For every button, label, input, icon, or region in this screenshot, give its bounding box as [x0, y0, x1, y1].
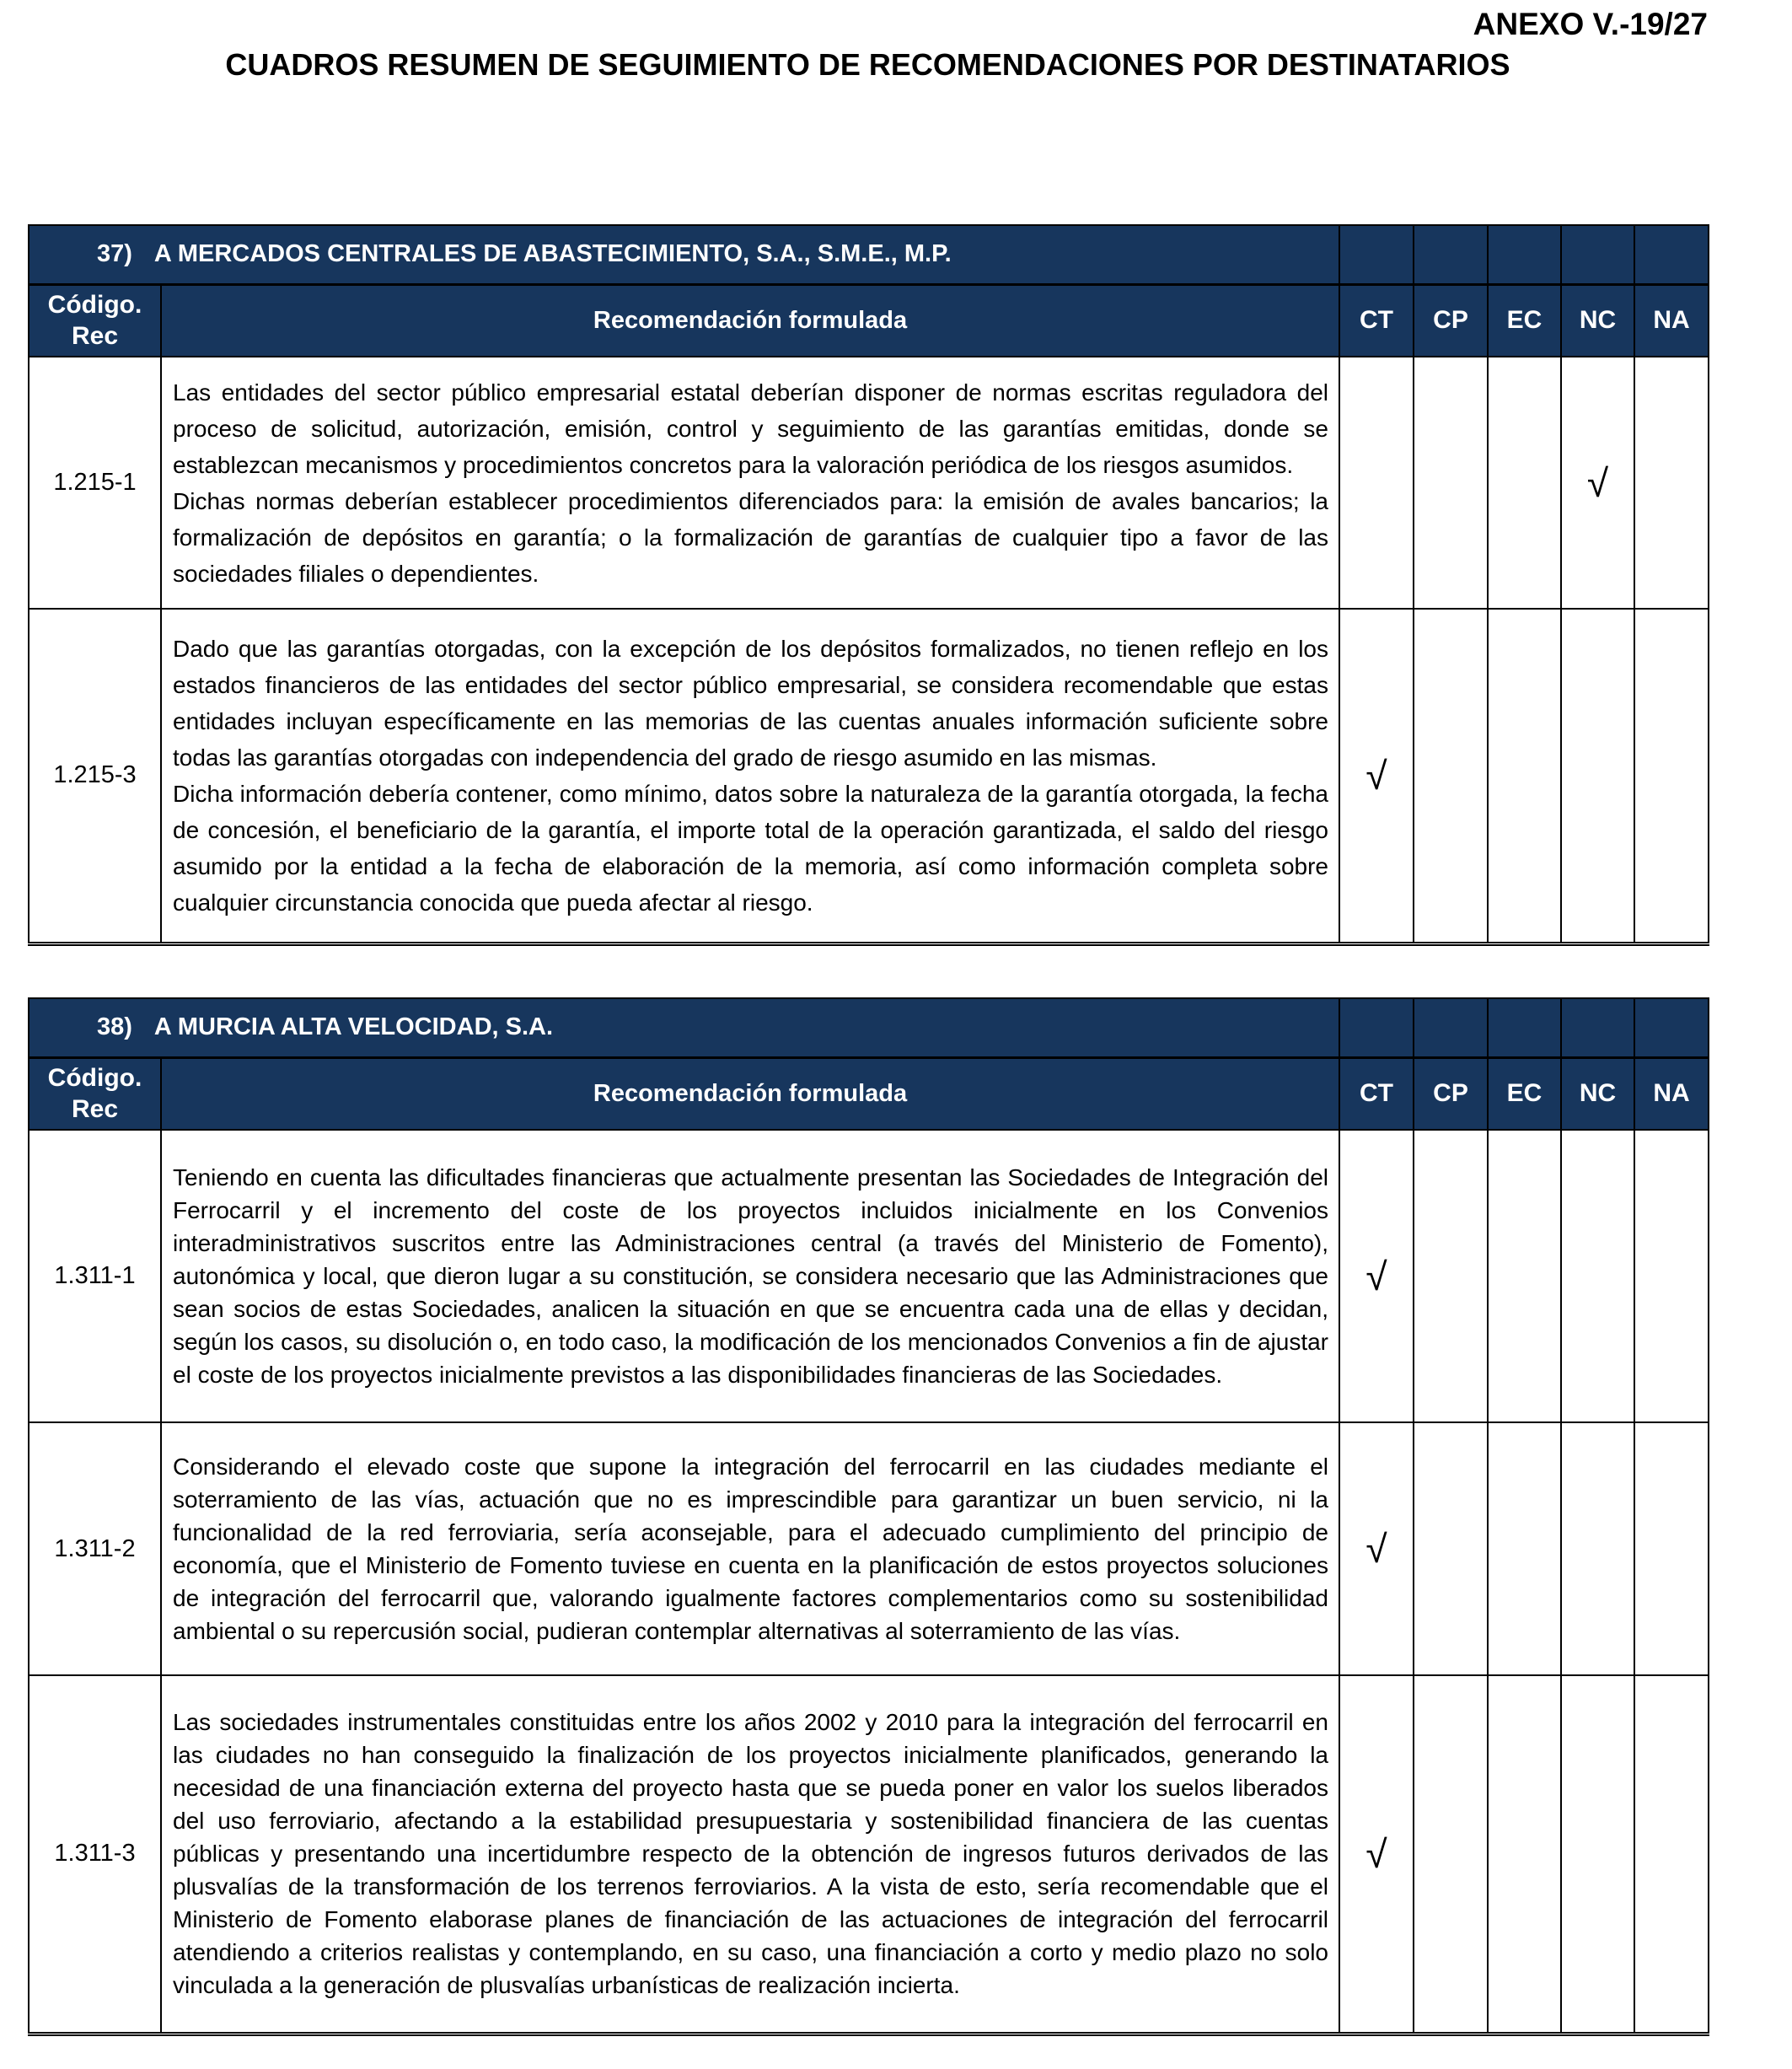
mark-cell-ct: √	[1339, 1422, 1414, 1675]
column-header-na: NA	[1634, 1057, 1709, 1130]
table-row	[29, 1422, 1709, 1675]
recommendation-code: 1.311-3	[29, 1675, 161, 2034]
column-header-nc: NC	[1561, 1057, 1634, 1130]
mark-cell-ct: √	[1339, 1130, 1414, 1422]
mark-cell-ec	[1488, 357, 1561, 609]
mark-cell-ct	[1339, 357, 1414, 609]
column-header-cp: CP	[1414, 1057, 1488, 1130]
band-spacer-cp	[1414, 225, 1488, 284]
mark-cell-cp	[1414, 609, 1488, 943]
column-header-ec: EC	[1488, 1057, 1561, 1130]
column-header-ec: EC	[1488, 284, 1561, 357]
column-header-recommendation: Recomendación formulada	[161, 284, 1339, 357]
mark-cell-nc: √	[1561, 357, 1634, 609]
recipient-name: A MERCADOS CENTRALES DE ABASTECIMIENTO, S.A., S.M.E., M.P.	[153, 240, 952, 268]
recommendation-paragraph: Dichas normas deberían establecer procedimientos diferenciados para: la emisión de avales bancarios; la formalización de depósitos en garantía; o la formalización de garantías de cualquier tipo a favor de las sociedades filiales o dependientes.	[173, 487, 1328, 587]
band-spacer-nc	[1561, 998, 1634, 1057]
table-row	[29, 357, 1709, 609]
column-header-nc: NC	[1561, 284, 1634, 357]
recommendation-code: 1.215-3	[29, 609, 161, 943]
mark-cell-nc	[1561, 609, 1634, 943]
mark-cell-ec	[1488, 609, 1561, 943]
band-spacer-cp	[1414, 998, 1488, 1057]
band-spacer-ec	[1488, 225, 1561, 284]
column-header-code: Código. Rec	[29, 1057, 161, 1130]
column-header-code: Código. Rec	[29, 284, 161, 357]
column-header-na: NA	[1634, 284, 1709, 357]
column-header-cp: CP	[1414, 284, 1488, 357]
column-header-row	[29, 1057, 1709, 1130]
column-header-row	[29, 284, 1709, 357]
band-spacer-nc	[1561, 225, 1634, 284]
recommendation-paragraph: Dado que las garantías otorgadas, con la excepción de los depósitos formalizados, no tienen reflejo en los estados financieros de las entidades del sector público empresarial, se considera recomendable que estas entidades incluyan específicamente en las memorias de las cuentas anuales información suficiente sobre todas las garantías otorgadas con independencia del grado de riesgo asumido en las mismas.	[173, 635, 1328, 771]
table-row	[29, 1130, 1709, 1422]
mark-cell-na	[1634, 1130, 1709, 1422]
recipient-number: 38)	[97, 1013, 132, 1041]
recommendation-code: 1.215-1	[29, 357, 161, 609]
band-spacer-ec	[1488, 998, 1561, 1057]
mark-cell-ec	[1488, 1675, 1561, 2034]
recipient-name: A MURCIA ALTA VELOCIDAD, S.A.	[153, 1013, 554, 1041]
recommendation-code: 1.311-1	[29, 1130, 161, 1422]
recommendation-code: 1.311-2	[29, 1422, 161, 1675]
mark-cell-na	[1634, 1675, 1709, 2034]
recommendation-text	[161, 1422, 1339, 1675]
table-row	[29, 1675, 1709, 2034]
annex-label: ANEXO V.-19/27	[1473, 7, 1708, 41]
recommendation-text	[161, 609, 1339, 943]
mark-cell-na	[1634, 357, 1709, 609]
recommendation-text	[161, 357, 1339, 609]
recipient-number: 37)	[97, 240, 132, 268]
mark-cell-cp	[1414, 1422, 1488, 1675]
mark-cell-nc	[1561, 1675, 1634, 2034]
recommendation-text	[161, 1675, 1339, 2034]
band-spacer-ct	[1339, 998, 1414, 1057]
mark-cell-cp	[1414, 1675, 1488, 2034]
recommendations-table-37	[28, 224, 1709, 946]
mark-cell-nc	[1561, 1130, 1634, 1422]
table-row	[29, 609, 1709, 943]
band-spacer-na	[1634, 998, 1709, 1057]
mark-cell-na	[1634, 1422, 1709, 1675]
mark-cell-nc	[1561, 1422, 1634, 1675]
recommendation-text	[161, 1130, 1339, 1422]
recipient-band	[29, 225, 1339, 284]
column-header-ct: CT	[1339, 1057, 1414, 1130]
recommendation-paragraph: Las entidades del sector público empresarial estatal deberían disponer de normas escritas reguladora del proceso de solicitud, autorización, emisión, control y seguimiento de las garantías emitidas, donde se establezcan mecanismos y procedimientos concretos para la valoración periódica de los riesgos asumidos.	[173, 379, 1328, 478]
mark-cell-ec	[1488, 1422, 1561, 1675]
band-spacer-ct	[1339, 225, 1414, 284]
mark-cell-ec	[1488, 1130, 1561, 1422]
recommendation-paragraph: Las sociedades instrumentales constituidas entre los años 2002 y 2010 para la integración del ferrocarril en las ciudades no han conseguido la finalización de los proyectos inicialmente planificados, generando la necesidad de una financiación externa del proyecto hasta que se pueda poner en valor los suelos liberados del uso ferroviario, afectando a la estabilidad presupuestaria y sostenibilidad financiera de las cuentas públicas y presentando una incertidumbre respecto de la obtención de ingresos futuros derivados de las plusvalías de la transformación de los terrenos ferroviarios. A la vista de esto, sería recomendable que el Ministerio de Fomento elaborase planes de financiación de las actuaciones de integración del ferrocarril atendiendo a criterios realistas y contemplando, en su caso, una financiación a corto y medio plazo no solo vinculada a la generación de plusvalías urbanísticas de realización incierta.	[173, 1709, 1328, 1999]
table-band	[29, 225, 1709, 284]
recommendations-table-38	[28, 997, 1709, 2036]
page-title: CUADROS RESUMEN DE SEGUIMIENTO DE RECOMENDACIONES POR DESTINATARIOS	[225, 47, 1510, 82]
column-header-recommendation: Recomendación formulada	[161, 1057, 1339, 1130]
column-header-ct: CT	[1339, 284, 1414, 357]
recommendation-paragraph: Considerando el elevado coste que supone la integración del ferrocarril en las ciudades mediante el soterramiento de las vías, actuación que no es imprescindible para garantizar un buen servicio, ni la funcionalidad de la red ferroviaria, sería aconsejable, para el adecuado cumplimiento del principio de economía, que el Ministerio de Fomento tuviese en cuenta en la planificación de estos proyectos soluciones de integración del ferrocarril que, valorando igualmente factores complementarios como su sostenibilidad ambiental o su repercusión social, pudieran contemplar alternativas al soterramiento de las vías.	[173, 1454, 1328, 1644]
recipient-band	[29, 998, 1339, 1057]
mark-cell-ct: √	[1339, 609, 1414, 943]
table-band	[29, 998, 1709, 1057]
recommendation-paragraph: Dicha información debería contener, como mínimo, datos sobre la naturaleza de la garantía otorgada, la fecha de concesión, el beneficiario de la garantía, el importe total de la operación garantizada, el saldo del riesgo asumido por la entidad a la fecha de elaboración de la memoria, así como información completa sobre cualquier circunstancia conocida que pueda afectar al riesgo.	[173, 780, 1328, 916]
band-spacer-na	[1634, 225, 1709, 284]
mark-cell-cp	[1414, 357, 1488, 609]
recommendation-paragraph: Teniendo en cuenta las dificultades financieras que actualmente presentan las Sociedades de Integración del Ferrocarril y el incremento del coste de los proyectos incluidos inicialmente en los Convenios interadministrativos suscritos entre las Administraciones central (a través del Ministerio de Fomento), autonómica y local, que dieron lugar a su constitución, se considera necesario que las Administraciones que sean socios de estas Sociedades, analicen la situación en que se encuentra cada una de ellas y decidan, según los casos, su disolución o, en todo caso, la modificación de los mencionados Convenios a fin de ajustar el coste de los proyectos inicialmente previstos a las disponibilidades financieras de las Sociedades.	[173, 1164, 1328, 1388]
mark-cell-ct: √	[1339, 1675, 1414, 2034]
mark-cell-na	[1634, 609, 1709, 943]
mark-cell-cp	[1414, 1130, 1488, 1422]
